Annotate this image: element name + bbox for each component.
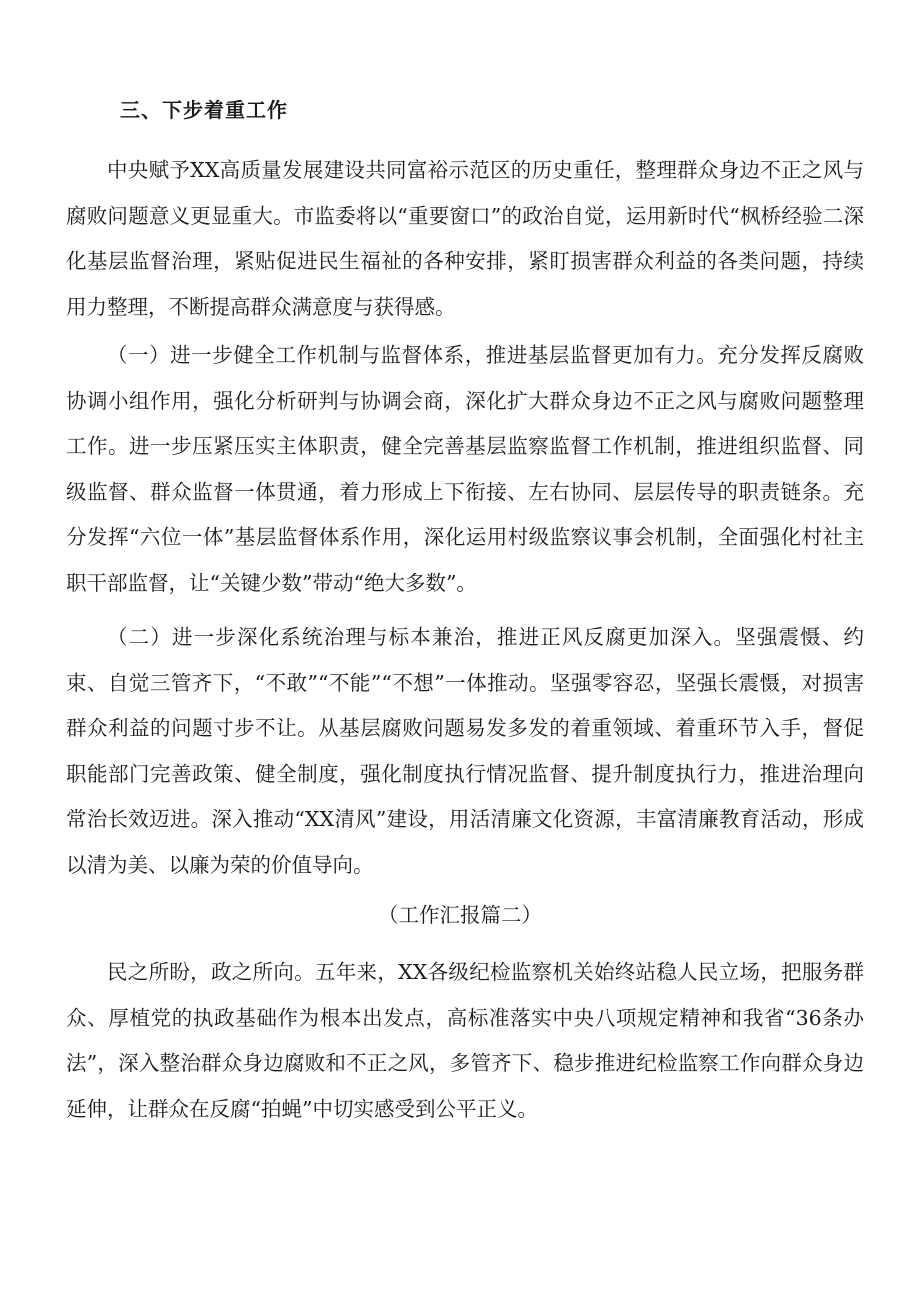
- paragraph-item-one: （一）进一步健全工作机制与监督体系，推进基层监督更加有力。充分发挥反腐败协调小组作用，强化分析研判与协调会商，深化扩大群众身边不正之风与腐败问题整理工作。进一步压紧压实主体职责，健全完善基层监察监督工作机制，推进组织监督、同级监督、群众监督一体贯通，着力形成上下衔接、左右协同、层层传导的职责链条。充分发挥“六位一体”基层监督体系作用，深化运用村级监察议事会机制，全面强化村社主职干部监督，让“关键少数”带动“绝大多数”。: [66, 343, 864, 595]
- report-title: （工作汇报篇二）: [378, 903, 542, 927]
- paragraph-intro: 中央赋予XX高质量发展建设共同富裕示范区的历史重任，整理群众身边不正之风与腐败问题意义更显重大。市监委将以“重要窗口”的政治自觉，运用新时代“枫桥经验二深化基层监督治理，紧贴促进民生福祉的各种安排，紧盯损害群众利益的各类问题，持续用力整理，不断提高群众满意度与获得感。: [66, 158, 864, 319]
- paragraph-report-two: 民之所盼，政之所向。五年来，XX各级纪检监察机关始终站稳人民立场，把服务群众、厚植党的执政基础作为根本出发点，高标准落实中央八项规定精神和我省“36条办法”，深入整治群众身边腐败和不正之风，多管齐下、稳步推进纪检监察工作向群众身边延伸，让群众在反腐“拍蝇”中切实感受到公平正义。: [66, 960, 864, 1121]
- section-heading: 三、下步着重工作: [120, 98, 288, 122]
- paragraph-item-two: （二）进一步深化系统治理与标本兼治，推进正风反腐更加深入。坚强震慑、约束、自觉三管齐下，“不敢”“不能”“不想”一体推动。坚强零容忍，坚强长震慑，对损害群众利益的问题寸步不让。从基层腐败问题易发多发的着重领域、着重环节入手，督促职能部门完善政策、健全制度，强化制度执行情况监督、提升制度执行力，推进治理向常治长效迈进。深入推动“XX清风”建设，用活清廉文化资源，丰富清廉教育活动，形成以清为美、以廉为荣的价值导向。: [66, 625, 864, 877]
